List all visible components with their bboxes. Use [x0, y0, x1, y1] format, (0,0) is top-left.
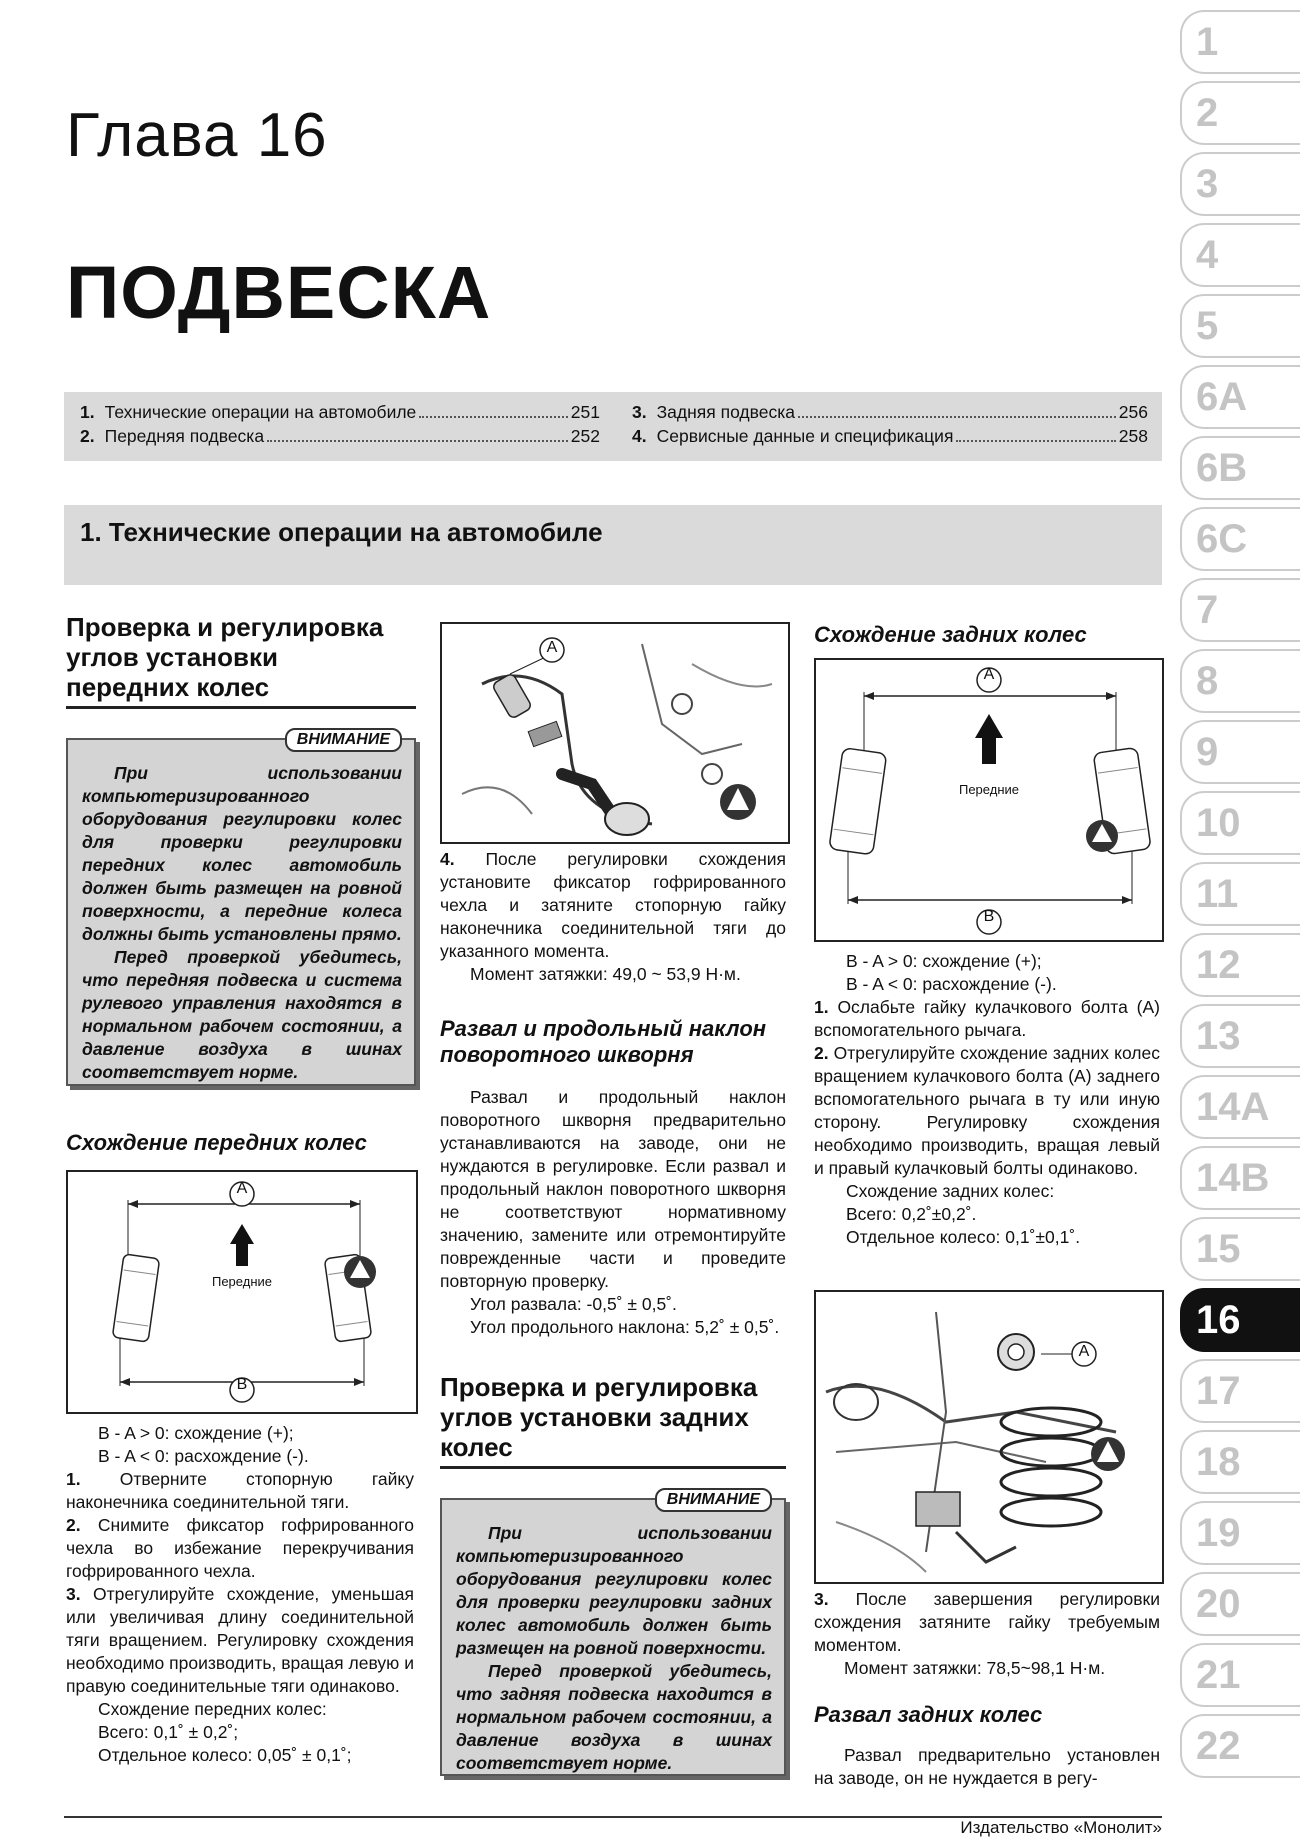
step-item: 1. Отверните стопорную гайку наконечника соединительной тяги.: [66, 1469, 414, 1512]
spec-line: Отдельное колесо: 0,1˚±0,1˚.: [846, 1227, 1081, 1247]
section-title: 1. Технические операции на автомобиле: [80, 517, 603, 547]
warning-tag: ВНИМАНИЕ: [655, 1488, 772, 1512]
chapter-label: Глава 16: [66, 101, 328, 170]
chapter-tab-7[interactable]: 7: [1180, 578, 1300, 642]
paragraph: Развал предварительно установлен на заводе, он не нуждается в регу-: [814, 1745, 1160, 1788]
condition-line: B - A < 0: расхождение (-).: [846, 974, 1057, 994]
spec-line: Схождение передних колес:: [98, 1699, 327, 1719]
chapter-tab-14b[interactable]: 14B: [1180, 1146, 1300, 1210]
warning-box-rear: [440, 1491, 786, 1776]
chapter-tab-9[interactable]: 9: [1180, 720, 1300, 784]
front-toe-heading: Схождение передних колес: [66, 1130, 367, 1155]
camber-caster-heading: Развал и продольный наклон поворотного шкворня: [440, 1016, 767, 1067]
chapter-tab-22[interactable]: 22: [1180, 1714, 1300, 1778]
heading-divider: [66, 706, 416, 709]
toc-item[interactable]: 4. Сервисные данные и спецификация 258: [632, 426, 1148, 446]
chapter-tab-8[interactable]: 8: [1180, 649, 1300, 713]
chapter-tab-13[interactable]: 13: [1180, 1004, 1300, 1068]
chapter-tab-1[interactable]: 1: [1180, 10, 1300, 74]
spec-line: Всего: 0,1˚ ± 0,2˚;: [98, 1722, 239, 1742]
chapter-tab-5[interactable]: 5: [1180, 294, 1300, 358]
chapter-tab-3[interactable]: 3: [1180, 152, 1300, 216]
diagram-label-b: B: [236, 1376, 248, 1393]
chapter-tab-15[interactable]: 15: [1180, 1217, 1300, 1281]
rear-camber-text: [814, 1744, 1160, 1790]
spec-line: Всего: 0,2˚±0,2˚.: [846, 1204, 977, 1224]
chapter-tab-10[interactable]: 10: [1180, 791, 1300, 855]
chapter-tab-14a[interactable]: 14A: [1180, 1075, 1300, 1139]
table-of-contents: [64, 392, 1162, 461]
condition-line: B - A > 0: схождение (+);: [98, 1423, 294, 1443]
spec-line: Угол продольного наклона: 5,2˚ ± 0,5˚.: [470, 1317, 780, 1337]
spec-line: Отдельное колесо: 0,05˚ ± 0,1˚;: [98, 1745, 352, 1765]
heading-divider: [440, 1466, 786, 1469]
front-toe-text: [66, 1422, 414, 1767]
warning-box-front: [66, 731, 416, 1086]
step-item: 2. Отрегулируйте схождение задних колес вращением кулачкового болта (A) заднего вспомогательного рычага в ту или иную сторону. Регулировку схождения необходимо производить, вращая левый и правый кулачковый болты одинаково.: [814, 1043, 1160, 1178]
warning-text: Перед проверкой убедитесь, что передняя подвеска и система рулевого управления находятся в нормальном рабочем состоянии, а давление воздуха в шинах соответствует норме.: [82, 947, 402, 1082]
chapter-tab-11[interactable]: 11: [1180, 862, 1300, 926]
rear-toe-diagram: [814, 658, 1164, 942]
diagram-front-label: Передние: [211, 1274, 272, 1289]
diagram-label-b: B: [983, 908, 995, 925]
step-item: 4. После регулировки схождения установите фиксатор гофрированного чехла и затяните стопорную гайку наконечника соединительной тяги до указанного момента.: [440, 849, 786, 961]
front-alignment-heading: Проверка и регулировка углов установки передних колес: [66, 612, 384, 702]
chapter-tab-21[interactable]: 21: [1180, 1643, 1300, 1707]
diagram-label-a: A: [983, 666, 995, 683]
chapter-tab-6c[interactable]: 6C: [1180, 507, 1300, 571]
chapter-tab-4[interactable]: 4: [1180, 223, 1300, 287]
spec-line: Схождение задних колес:: [846, 1181, 1055, 1201]
camber-caster-text: [440, 1086, 786, 1339]
step-item: 3. После завершения регулировки схождения затяните гайку требуемым моментом.: [814, 1589, 1160, 1655]
warning-tag: ВНИМАНИЕ: [285, 728, 402, 752]
step-item: 3. Отрегулируйте схождение, уменьшая или увеличивая длину соединительной тяги вращением. Регулировку схождения необходимо производить, вращая левую и правую соединительные тяги одинаково.: [66, 1584, 414, 1696]
chapter-tab-20[interactable]: 20: [1180, 1572, 1300, 1636]
figure-label-a: A: [546, 639, 558, 656]
toc-item[interactable]: 1. Технические операции на автомобиле 251: [80, 402, 600, 422]
publisher-footer: Издательство «Монолит»: [960, 1818, 1162, 1837]
torque-spec: Момент затяжки: 49,0 ~ 53,9 Н·м.: [470, 964, 741, 984]
chapter-tab-6b[interactable]: 6B: [1180, 436, 1300, 500]
figure-label-a: A: [1078, 1343, 1090, 1360]
chapter-tab-6a[interactable]: 6A: [1180, 365, 1300, 429]
toc-item[interactable]: 2. Передняя подвеска 252: [80, 426, 600, 446]
step-item: 2. Снимите фиксатор гофрированного чехла во избежание перекручивания гофрированного чехла.: [66, 1515, 414, 1581]
step4-text: [440, 848, 786, 986]
chapter-tab-12[interactable]: 12: [1180, 933, 1300, 997]
spec-line: Угол развала: -0,5˚ ± 0,5˚.: [470, 1294, 677, 1314]
rear-suspension-illustration: [814, 1290, 1164, 1584]
warning-text: При использовании компьютеризированного оборудования регулировки колес для проверки регулировки задних колес автомобиль должен быть размещен на ровной поверхности.: [456, 1523, 772, 1658]
front-toe-diagram: [66, 1170, 418, 1414]
diagram-front-label: Передние: [958, 782, 1019, 797]
torque-spec: Момент затяжки: 78,5~98,1 Н·м.: [844, 1658, 1106, 1678]
toc-item[interactable]: 3. Задняя подвеска 256: [632, 402, 1148, 422]
diagram-label-a: A: [236, 1180, 248, 1197]
chapter-tab-17[interactable]: 17: [1180, 1359, 1300, 1423]
tie-rod-illustration: [440, 622, 790, 844]
page-title: ПОДВЕСКА: [66, 251, 492, 334]
chapter-tab-19[interactable]: 19: [1180, 1501, 1300, 1565]
chapter-tab-18[interactable]: 18: [1180, 1430, 1300, 1494]
rear-alignment-heading: Проверка и регулировка углов установки задних колес: [440, 1372, 758, 1462]
paragraph: Развал и продольный наклон поворотного шкворня предварительно устанавливаются на заводе, они не нуждаются в регулировке. Если развал и продольный наклон поворотного шкворня не соответствуют нормативному значению, замените или отремонтируйте поврежденные части и проведите повторную проверку.: [440, 1087, 786, 1291]
step3-text: [814, 1588, 1160, 1680]
rear-toe-heading: Схождение задних колес: [814, 622, 1087, 647]
rear-toe-text: [814, 950, 1160, 1249]
chapter-tab-2[interactable]: 2: [1180, 81, 1300, 145]
section-header: [64, 505, 1162, 585]
step-item: 1. Ослабьте гайку кулачкового болта (A) вспомогательного рычага.: [814, 997, 1160, 1040]
condition-line: B - A > 0: схождение (+);: [846, 951, 1042, 971]
rear-camber-heading: Развал задних колес: [814, 1702, 1043, 1727]
warning-text: При использовании компьютеризированного оборудования регулировки колес для проверки регулировки передних колес автомобиль должен быть размещен на ровной поверхности, а передние колеса должны быть установлены прямо.: [82, 763, 402, 944]
warning-text: Перед проверкой убедитесь, что задняя подвеска находится в нормальном рабочем состоянии, а давление воздуха в шинах соответствует норме.: [456, 1661, 772, 1773]
condition-line: B - A < 0: расхождение (-).: [98, 1446, 309, 1466]
chapter-tab-16[interactable]: 16: [1180, 1288, 1300, 1352]
